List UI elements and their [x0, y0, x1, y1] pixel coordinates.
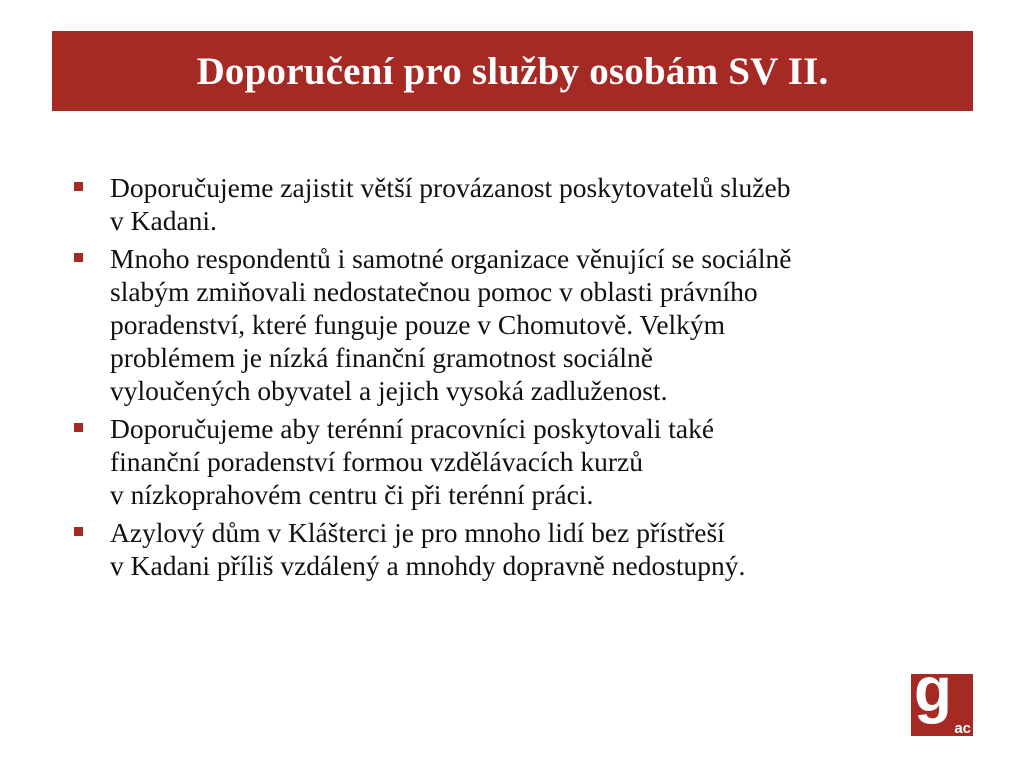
- bullet-list: [72, 171, 972, 587]
- bullet-item: [72, 171, 972, 237]
- bullet-text: Mnoho respondentů i samotné organizace věnující se sociálně slabým zmiňovali nedostatečnou pomoc v oblasti právního poradenství, které funguje pouze v Chomutově. Velkým problémem je nízká finanční gramotnost sociálně vyloučených obyvatel a jejich vysoká zadluženost.: [110, 243, 792, 406]
- bullet-item: [72, 242, 972, 407]
- logo-subtext: ac: [954, 720, 971, 736]
- bullet-text: Doporučujeme aby terénní pracovníci poskytovali také finanční poradenství formou vzdělávacích kurzů v nízkoprahovém centru či při terénní práci.: [110, 413, 715, 510]
- title-bar: [52, 31, 973, 111]
- logo-letter: g: [914, 674, 952, 725]
- square-bullet-icon: [74, 527, 83, 536]
- gac-logo: [911, 674, 973, 736]
- square-bullet-icon: [74, 253, 83, 262]
- bullet-text: Doporučujeme zajistit větší provázanost poskytovatelů služeb v Kadani.: [110, 172, 791, 236]
- square-bullet-icon: [74, 423, 83, 432]
- square-bullet-icon: [74, 182, 83, 191]
- bullet-item: [72, 412, 972, 511]
- bullet-item: [72, 516, 972, 582]
- bullet-text: Azylový dům v Klášterci je pro mnoho lidí bez přístřeší v Kadani příliš vzdálený a mnohdy dopravně nedostupný.: [110, 517, 746, 581]
- slide-title: Doporučení pro služby osobám SV II.: [196, 49, 829, 93]
